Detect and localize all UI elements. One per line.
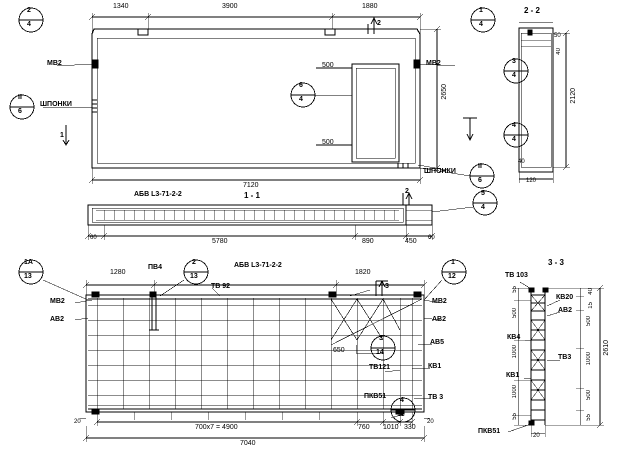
label-pkv51-plan: ПКВ51 [364, 393, 387, 400]
callout-3-4-bottom[interactable]: 4 [512, 72, 516, 79]
dim-330: 330 [404, 424, 416, 431]
callout-6-4-bottom[interactable]: 4 [299, 96, 303, 103]
label-av2-sec3: АВ2 [558, 307, 573, 314]
dim3-bottom-20: 20 [533, 433, 540, 439]
dim-overall-7120: 7120 [243, 182, 259, 189]
label-pkv51-sec3: ПКВ51 [478, 428, 501, 435]
callout-1-12-bottom[interactable]: 12 [448, 273, 456, 280]
title-section-3-3: 3 - 3 [548, 258, 565, 267]
dim-edge-20-right: 20 [427, 419, 434, 425]
label-mv2-plan-right: МВ2 [432, 298, 447, 305]
callout-II-6-bottom[interactable]: 6 [18, 108, 22, 115]
callout-1A-13-top[interactable]: 1А [24, 259, 33, 266]
callout-3-4-top[interactable]: 3 [512, 58, 516, 65]
dim3-55-bottom: 55 [512, 413, 518, 420]
dim-5780: 5780 [212, 238, 228, 245]
dim-top-3900: 3900 [222, 3, 238, 10]
dim-opening-500-bottom: 500 [322, 139, 334, 146]
label-tv92: ТВ 92 [211, 283, 231, 290]
callout-6-4-top[interactable]: 6 [299, 82, 303, 89]
section-mark-1-left: 1 [60, 132, 64, 139]
label-av2-plan-right: АВ2 [432, 316, 447, 323]
label-mv2-plan-left: МВ2 [50, 298, 65, 305]
callout-1A-13-bottom[interactable]: 13 [24, 273, 32, 280]
callout-4-11-top[interactable]: 4 [400, 397, 404, 404]
dim3r-40: 40 [588, 288, 594, 295]
dim-1280: 1280 [110, 269, 126, 276]
section-mark-2-top: 2 [377, 20, 381, 27]
label-kv4: КВ4 [507, 334, 521, 341]
dim-760: 760 [358, 424, 370, 431]
dim3-1000-b: 1000 [512, 385, 518, 399]
dim-40-left: 40 [518, 159, 525, 165]
label-tv103: ТВ 103 [505, 272, 528, 279]
callout-3-14-top[interactable]: 3 [379, 335, 383, 342]
dim-60-right: 60 [428, 235, 435, 241]
callout-4-4-top[interactable]: 4 [512, 122, 516, 129]
dim-7040: 7040 [240, 440, 256, 447]
dim-120: 120 [526, 178, 537, 184]
callout-4-4-bottom[interactable]: 4 [512, 136, 516, 143]
callout-2-13-top[interactable]: 2 [192, 259, 196, 266]
dim-2120: 2120 [570, 88, 577, 104]
dim-60-left: 60 [90, 235, 97, 241]
callout-II-6b-top[interactable]: II [478, 163, 482, 170]
dim-edge-20-left: 20 [74, 419, 81, 425]
dim3r-500-a: 500 [586, 316, 592, 327]
dim3-500: 500 [512, 308, 518, 319]
dim-40-right: 40 [556, 48, 562, 55]
dim-890: 890 [362, 238, 374, 245]
mark-abv-1-1: АБВ L3-71-2-2 [134, 191, 182, 198]
dim3-1000-a: 1000 [512, 345, 518, 359]
dim-650: 650 [333, 347, 345, 354]
label-pv4: ПВ4 [148, 264, 162, 271]
label-kv20: КВ20 [556, 294, 574, 301]
dim-2610: 2610 [603, 340, 610, 356]
dim-700x7: 700x7 = 4900 [195, 424, 238, 431]
title-section-1-1: 1 - 1 [244, 191, 261, 200]
dim-opening-500-top: 500 [322, 62, 334, 69]
dim-450: 450 [405, 238, 417, 245]
callout-II-6-top[interactable]: II [18, 94, 22, 101]
dim3r-55: 55 [586, 414, 592, 421]
label-mv2-right: МВ2 [426, 60, 441, 67]
dim-50: 50 [554, 33, 561, 39]
dim3-55-top: 55 [512, 286, 518, 293]
dim3r-15: 15 [588, 302, 594, 309]
label-shponki-left: ШПОНКИ [40, 101, 72, 108]
dim-right-2650: 2650 [441, 84, 448, 100]
dim-top-1880: 1880 [362, 3, 378, 10]
title-section-2-2: 2 - 2 [524, 6, 541, 15]
callout-1-12-top[interactable]: 1 [451, 259, 455, 266]
label-kv1-sec3: КВ1 [506, 372, 520, 379]
callout-2-4-top[interactable]: 2 [27, 7, 31, 14]
label-av5: АВ5 [430, 339, 445, 346]
callout-5-4-top[interactable]: 5 [481, 190, 485, 197]
dim-1010: 1010 [383, 424, 399, 431]
callout-3-14-bottom[interactable]: 14 [376, 349, 384, 356]
section-mark-2-1-1: 2 [405, 188, 409, 195]
label-kv1-plan: КВ1 [428, 363, 442, 370]
callout-5-4-bottom[interactable]: 4 [481, 204, 485, 211]
callout-2-4-bottom[interactable]: 4 [27, 21, 31, 28]
callout-1-4-top[interactable]: 1 [479, 7, 483, 14]
label-tv3-sec3: ТВ3 [558, 354, 572, 361]
label-av2-plan-left: АВ2 [50, 316, 65, 323]
dim3r-500-b: 500 [586, 390, 592, 401]
callout-II-6b-bottom[interactable]: 6 [478, 177, 482, 184]
callout-4-11-bottom[interactable]: 11 [397, 411, 405, 418]
dim-1820: 1820 [355, 269, 371, 276]
label-shponki-bottom: ШПОНКИ [424, 168, 456, 175]
label-tv121: ТВ121 [369, 364, 391, 371]
callout-1-4-bottom[interactable]: 4 [479, 21, 483, 28]
label-mv2-left: МВ2 [47, 60, 62, 67]
dim-top-1340: 1340 [113, 3, 129, 10]
dim3r-1000: 1000 [586, 352, 592, 366]
mark-abv-plan: АБВ L3-71-2-2 [234, 262, 282, 269]
label-tv3-plan: ТВ 3 [428, 394, 444, 401]
section-mark-3-plan: 3 [385, 283, 389, 290]
callout-2-13-bottom[interactable]: 13 [190, 273, 198, 280]
